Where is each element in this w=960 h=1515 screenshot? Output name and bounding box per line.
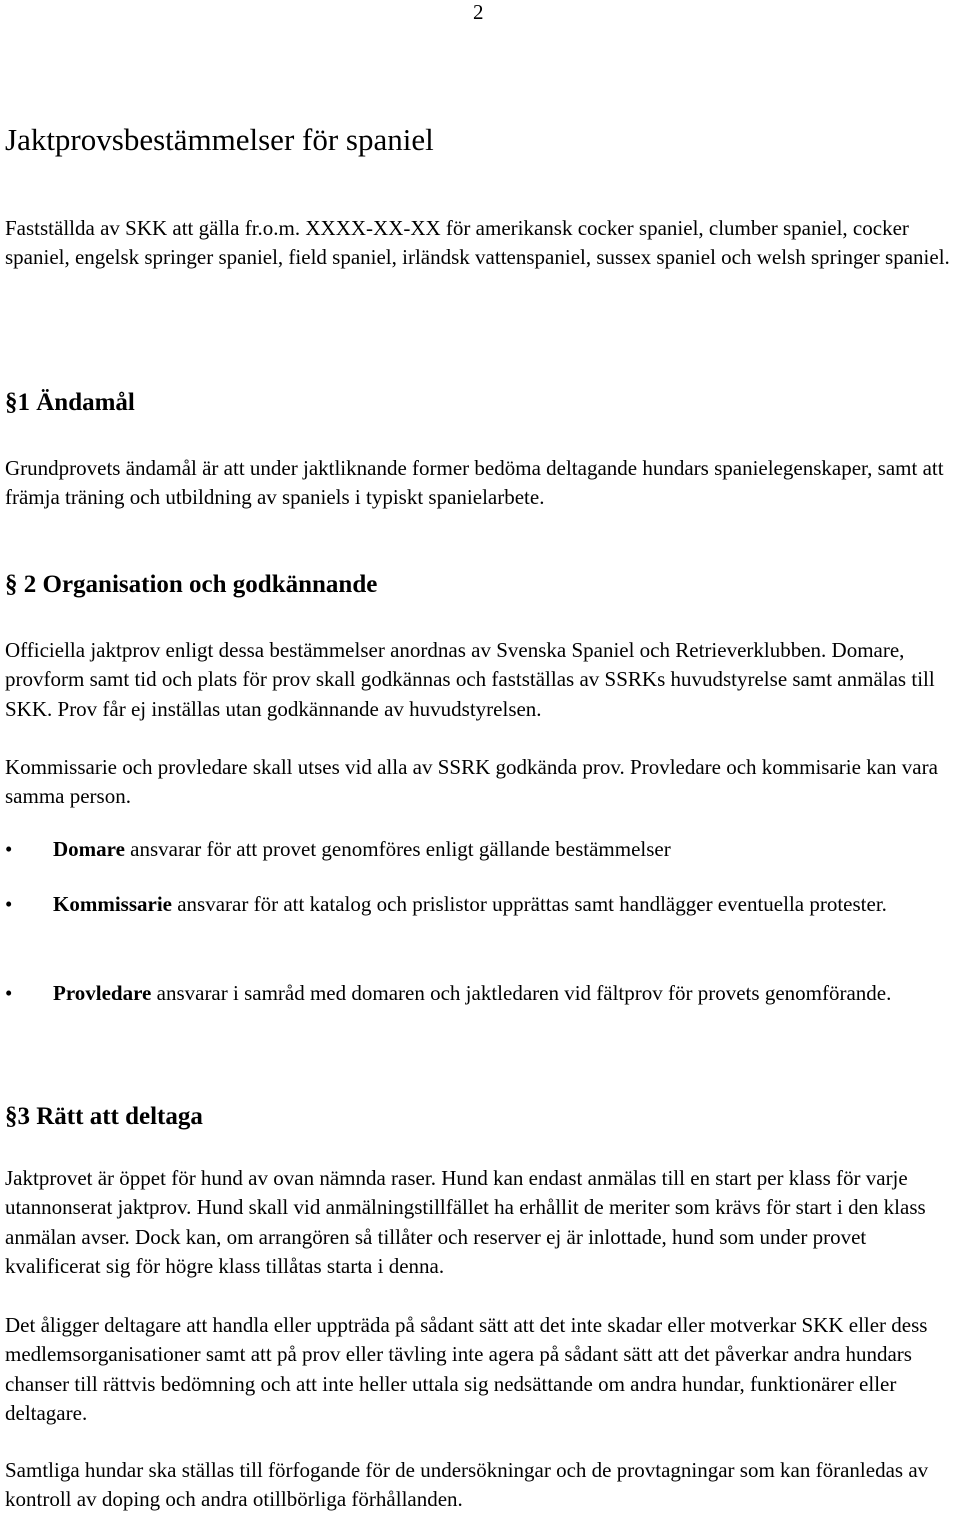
section-3-paragraph-2: Det åligger deltagare att handla eller uppträda på sådant sätt att det inte skadar eller motverkar SKK eller dess medlemsorganisationer samt att på prov eller tävling inte agera på sådant sätt att det påverkar andra hundars chanser till rättvis bedömning och att inte heller uttala sig nedsättande om andra hundar, funktionärer eller deltagare.	[5, 1313, 928, 1425]
list-item-term: Domare	[53, 837, 125, 861]
bullet-icon: •	[5, 981, 13, 1005]
intro-paragraph: Fastställda av SKK att gälla fr.o.m. XXXX-XX-XX för amerikansk cocker spaniel, clumber spaniel, cocker spaniel, engelsk springer spaniel, field spaniel, irländsk vattenspaniel, sussex spaniel och welsh springer spaniel.	[5, 216, 950, 270]
list-item-term: Provledare	[53, 981, 152, 1005]
list-item-text: ansvarar för att provet genomföres enligt gällande bestämmelser	[124, 837, 671, 861]
section-3-heading: §3 Rätt att deltaga	[5, 1103, 203, 1130]
section-1-body: Grundprovets ändamål är att under jaktliknande former bedöma deltagande hundars spanielegenskaper, samt att främja träning och utbildning av spaniels i typiskt spanielarbete.	[5, 456, 944, 510]
section-3-paragraph-3: Samtliga hundar ska ställas till förfogande för de undersökningar och de provtagningar som kan föranledas av kontroll av doping och andra otillbörliga förhållanden.	[5, 1458, 929, 1512]
page-number: 2	[473, 0, 484, 24]
section-2-body: Officiella jaktprov enligt dessa bestämmelser anordnas av Svenska Spaniel och Retrieverklubben. Domare, provform samt tid och plats för prov skall godkännas och fastställas av SSRKs huvudstyrelse samt anmälas till SKK. Prov får ej inställas utan godkännande av huvudstyrelsen.	[5, 638, 935, 721]
list-item-text: ansvarar för att katalog och prislistor upprättas samt handlägger eventuella protester.	[171, 892, 887, 916]
list-item-term: Kommissarie	[53, 892, 172, 916]
document-title: Jaktprovsbestämmelser för spaniel	[5, 122, 434, 157]
bullet-icon: •	[5, 837, 13, 861]
section-1-heading: §1 Ändamål	[5, 389, 135, 416]
section-2-heading: § 2 Organisation och godkännande	[5, 571, 378, 598]
bullet-icon: •	[5, 892, 13, 916]
section-2-body-2: Kommissarie och provledare skall utses vid alla av SSRK godkända prov. Provledare och kommisarie kan vara samma person.	[5, 755, 938, 809]
list-item-text: ansvarar i samråd med domaren och jaktledaren vid fältprov för provets genomförande.	[151, 981, 892, 1005]
section-3-paragraph-1: Jaktprovet är öppet för hund av ovan nämnda raser. Hund kan endast anmälas till en start per klass för varje utannonserat jaktprov. Hund skall vid anmälningstillfället ha erhållit de meriter som krävs för start i den klass anmälan avser. Dock kan, om arrangören så tillåter och reserver ej är inlottade, hund som under provet kvalificerat sig för högre klass tillåtas starta i denna.	[5, 1166, 926, 1278]
